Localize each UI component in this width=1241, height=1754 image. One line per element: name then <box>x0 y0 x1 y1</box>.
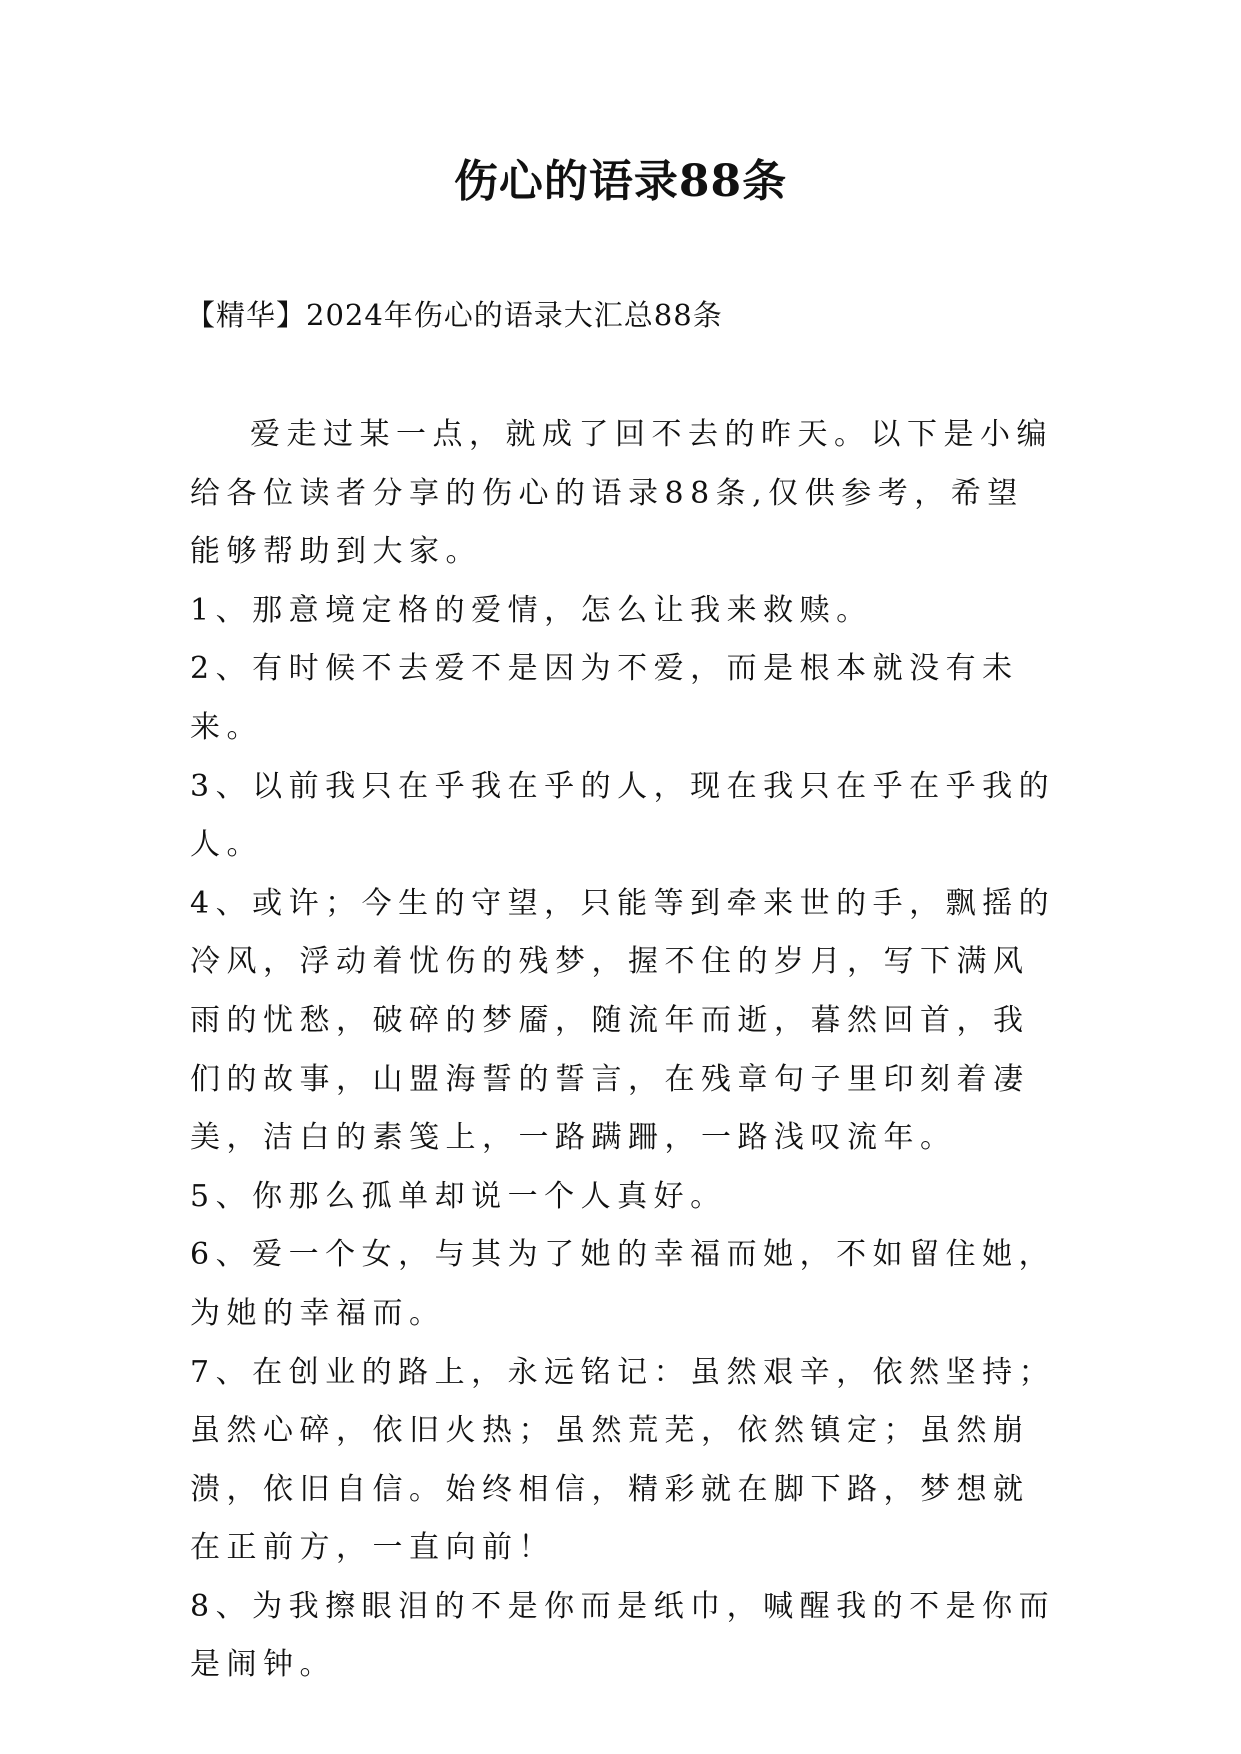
quote-item-5: 5、你那么孤单却说一个人真好。 <box>190 1178 727 1214</box>
quote-item-3: 3、以前我只在乎我在乎的人，现在我只在乎在乎我的人。 <box>190 768 1056 863</box>
quote-item-4: 4、或许；今生的守望，只能等到牵来世的手，飘摇的冷风，浮动着忧伤的残梦，握不住的岁月，写下满风雨的忧愁，破碎的梦靥，随流年而逝，暮然回首，我们的故事，山盟海誓的誓言，在残章句子里印刻着凄美，洁白的素笺上，一路蹒跚，一路浅叹流年。 <box>190 885 1056 1156</box>
quote-item-1: 1、那意境定格的爱情，怎么让我来救赎。 <box>190 592 873 628</box>
quote-item-6: 6、爱一个女，与其为了她的幸福而她，不如留住她，为她的幸福而。 <box>190 1237 1056 1331</box>
quote-item-2: 2、有时候不去爱不是因为不爱，而是根本就没有未来。 <box>190 651 1019 745</box>
intro-paragraph: 爱走过某一点，就成了回不去的昨天。以下是小编给各位读者分享的伤心的语录88条,仅供参考，希望能够帮助到大家。 <box>190 417 1053 570</box>
document-title: 伤心的语录88条 <box>453 156 788 207</box>
document-body <box>190 406 1060 1695</box>
quote-item-7: 7、在创业的路上，永远铭记：虽然艰辛，依然坚持；虽然心碎，依旧火热；虽然荒芜，依然镇定；虽然崩溃，依旧自信。始终相信，精彩就在脚下路，梦想就在正前方，一直向前！ <box>190 1354 1056 1566</box>
document-subtitle: 【精华】2024年伤心的语录大汇总88条 <box>186 298 723 332</box>
quote-item-8: 8、为我擦眼泪的不是你而是纸巾，喊醒我的不是你而是闹钟。 <box>190 1588 1056 1683</box>
